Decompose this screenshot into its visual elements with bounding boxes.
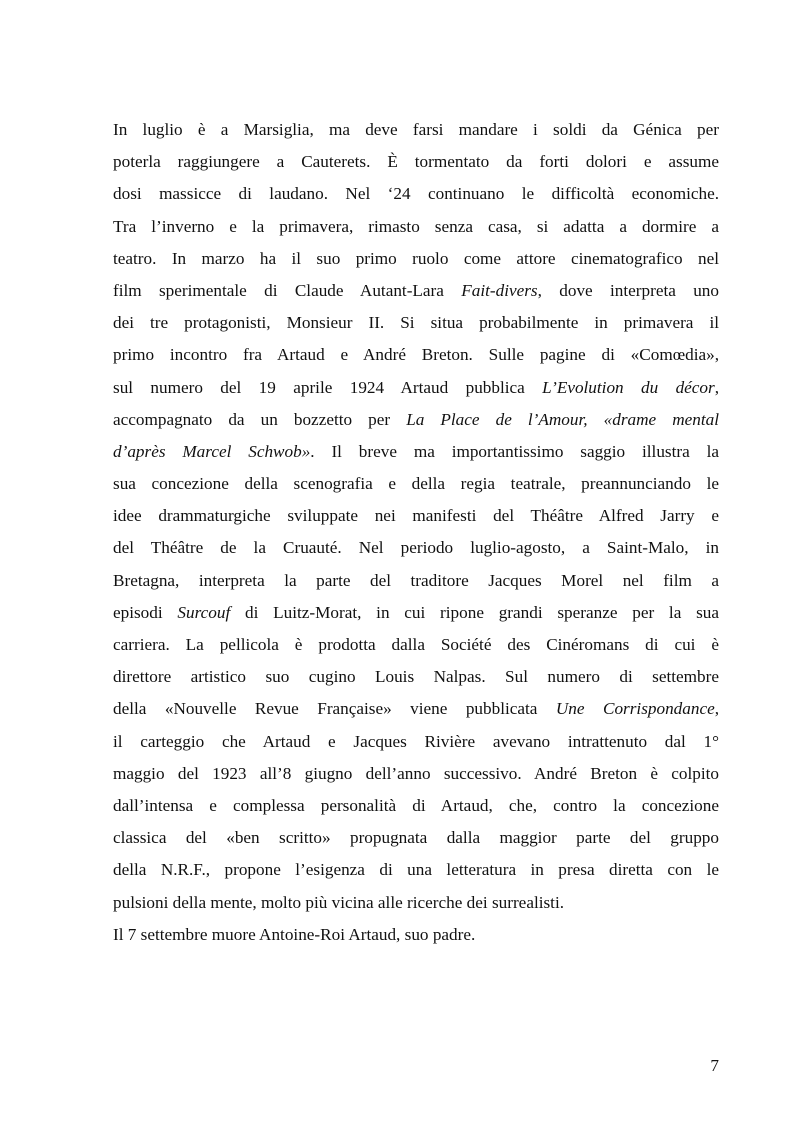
italic-title: L’Evolution du décor bbox=[542, 377, 715, 397]
text-run: il carteggio che Artaud e Jacques Rivière avevano intrattenuto dal 1° bbox=[113, 731, 719, 751]
text-run: dall’intensa e complessa personalità di Artaud, che, contro la concezione bbox=[113, 795, 719, 815]
text-line bbox=[113, 404, 719, 436]
text-run: poterla raggiungere a Cauterets. È tormentato da forti dolori e assume bbox=[113, 152, 719, 172]
text-line bbox=[113, 178, 719, 210]
text-run: primo incontro fra Artaud e André Breton. Sulle pagine di «Comœdia», bbox=[113, 345, 719, 365]
text-line bbox=[113, 629, 719, 661]
page-number: 7 bbox=[710, 1056, 719, 1075]
text-run: pulsioni della mente, molto più vicina alle ricerche dei surrealisti. bbox=[113, 892, 565, 912]
text-run: Tra l’inverno e la primavera, rimasto senza casa, si adatta a dormire a bbox=[113, 216, 719, 236]
text-line bbox=[113, 919, 719, 951]
text-line bbox=[113, 726, 719, 758]
text-run: sul numero del 19 aprile 1924 Artaud pubblica bbox=[113, 377, 543, 397]
text-line bbox=[113, 211, 719, 243]
text-run: episodi bbox=[113, 602, 178, 622]
italic-title: d’après Marcel Schwob» bbox=[113, 441, 311, 461]
text-run: del Théâtre de la Cruauté. Nel periodo luglio-agosto, a Saint-Malo, in bbox=[113, 538, 719, 558]
text-line bbox=[113, 854, 719, 886]
text-run: , bbox=[714, 377, 720, 397]
text-line bbox=[113, 468, 719, 500]
text-line bbox=[113, 693, 719, 725]
text-run: classica del «ben scritto» propugnata dalla maggior parte del gruppo bbox=[113, 828, 719, 848]
text-line bbox=[113, 436, 719, 468]
text-line bbox=[113, 339, 719, 371]
text-line bbox=[113, 565, 719, 597]
text-line bbox=[113, 307, 719, 339]
text-line bbox=[113, 822, 719, 854]
text-run: teatro. In marzo ha il suo primo ruolo come attore cinematografico nel bbox=[113, 248, 719, 268]
text-run: Il 7 settembre muore Antoine-Roi Artaud, suo padre. bbox=[113, 924, 476, 944]
body-text bbox=[113, 114, 719, 951]
text-line bbox=[113, 532, 719, 564]
text-run: direttore artistico suo cugino Louis Nalpas. Sul numero di settembre bbox=[113, 667, 719, 687]
text-run: della «Nouvelle Revue Française» viene pubblicata bbox=[113, 699, 556, 719]
text-run: di Luitz-Morat, in cui ripone grandi speranze per la sua bbox=[230, 602, 719, 622]
text-run: carriera. La pellicola è prodotta dalla Société des Cinéromans di cui è bbox=[113, 635, 719, 654]
text-line bbox=[113, 597, 719, 629]
text-line bbox=[113, 500, 719, 532]
text-line bbox=[113, 661, 719, 693]
text-run: , bbox=[714, 699, 719, 719]
text-run: dei tre protagonisti, Monsieur II. Si situa probabilmente in primavera il bbox=[113, 313, 719, 333]
text-run: dosi massicce di laudano. Nel ‘24 continuano le difficoltà economiche. bbox=[113, 184, 719, 204]
italic-title: Fait-divers bbox=[461, 280, 538, 300]
text-run: Bretagna, interpreta la parte del traditore Jacques Morel nel film a bbox=[113, 570, 719, 590]
italic-title: La Place de l’Amour, «drame mental bbox=[406, 409, 719, 429]
italic-title: Une Corrispondance bbox=[555, 699, 715, 719]
text-run: In luglio è a Marsiglia, ma deve farsi mandare i soldi da Génica per bbox=[113, 120, 719, 139]
text-line bbox=[113, 275, 719, 307]
text-run: idee drammaturgiche sviluppate nei manifesti del Théâtre Alfred Jarry e bbox=[113, 506, 719, 526]
text-line bbox=[113, 790, 719, 822]
text-run: , dove interpreta uno bbox=[537, 280, 719, 300]
text-run: sua concezione della scenografia e della regia teatrale, preannunciando le bbox=[113, 474, 719, 494]
text-line bbox=[113, 114, 719, 146]
text-run: maggio del 1923 all’8 giugno dell’anno successivo. André Breton è colpito bbox=[113, 763, 719, 783]
text-run: . Il breve ma importantissimo saggio illustra la bbox=[310, 441, 719, 461]
text-line bbox=[113, 372, 719, 404]
text-run: film sperimentale di Claude Autant-Lara bbox=[113, 280, 462, 300]
text-run: della N.R.F., propone l’esigenza di una letteratura in presa diretta con le bbox=[113, 860, 719, 880]
text-line bbox=[113, 887, 719, 919]
text-line bbox=[113, 146, 719, 178]
text-run: accompagnato da un bozzetto per bbox=[113, 409, 407, 429]
text-line bbox=[113, 243, 719, 275]
italic-title: Surcouf bbox=[177, 602, 231, 622]
text-line bbox=[113, 758, 719, 790]
